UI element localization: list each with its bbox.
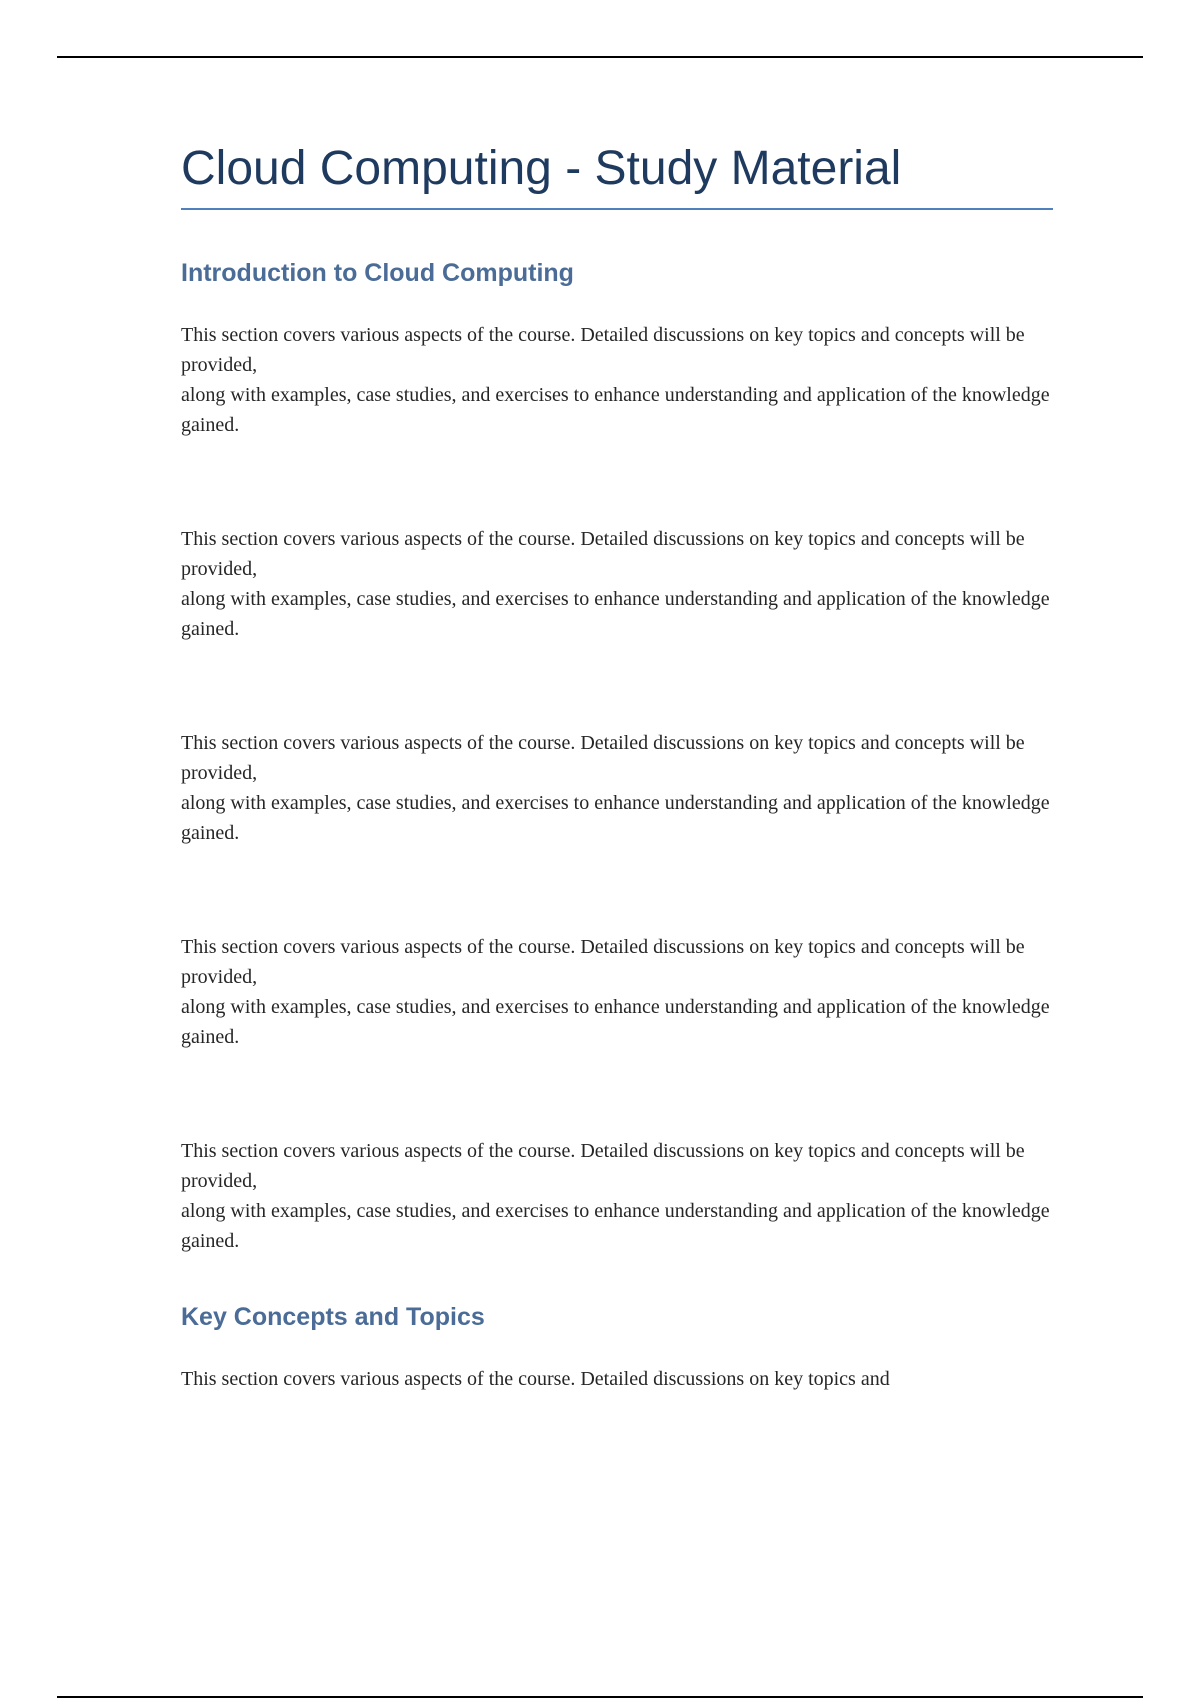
document-title: Cloud Computing - Study Material: [181, 140, 1053, 210]
body-paragraph: [181, 728, 1053, 848]
page-bottom-rule: [57, 1696, 1143, 1698]
body-paragraph: [181, 524, 1053, 644]
paragraph-line: along with examples, case studies, and exercises to enhance understanding and application of the knowledge gained.: [181, 587, 1050, 640]
paragraph-line: This section covers various aspects of the course. Detailed discussions on key topics and: [181, 1367, 890, 1390]
paragraph-line: This section covers various aspects of the course. Detailed discussions on key topics and concepts will be provided,: [181, 323, 1025, 376]
page-top-rule: [57, 56, 1143, 58]
paragraph-line: along with examples, case studies, and exercises to enhance understanding and application of the knowledge gained.: [181, 383, 1050, 436]
paragraph-line: along with examples, case studies, and exercises to enhance understanding and application of the knowledge gained.: [181, 791, 1050, 844]
paragraph-line: This section covers various aspects of the course. Detailed discussions on key topics and concepts will be provided,: [181, 1139, 1025, 1192]
section-heading-key-concepts: Key Concepts and Topics: [181, 1302, 485, 1331]
body-paragraph: [181, 1136, 1053, 1256]
paragraph-line: along with examples, case studies, and exercises to enhance understanding and application of the knowledge gained.: [181, 1199, 1050, 1252]
paragraph-line: This section covers various aspects of the course. Detailed discussions on key topics and concepts will be provided,: [181, 731, 1025, 784]
section-heading-introduction: Introduction to Cloud Computing: [181, 258, 574, 287]
body-paragraph: [181, 932, 1053, 1052]
paragraph-line: along with examples, case studies, and exercises to enhance understanding and application of the knowledge gained.: [181, 995, 1050, 1048]
document-page: [181, 140, 1053, 1394]
paragraph-line: This section covers various aspects of the course. Detailed discussions on key topics and concepts will be provided,: [181, 527, 1025, 580]
body-paragraph: [181, 320, 1053, 440]
body-paragraph: [181, 1364, 1053, 1394]
paragraph-line: This section covers various aspects of the course. Detailed discussions on key topics and concepts will be provided,: [181, 935, 1025, 988]
